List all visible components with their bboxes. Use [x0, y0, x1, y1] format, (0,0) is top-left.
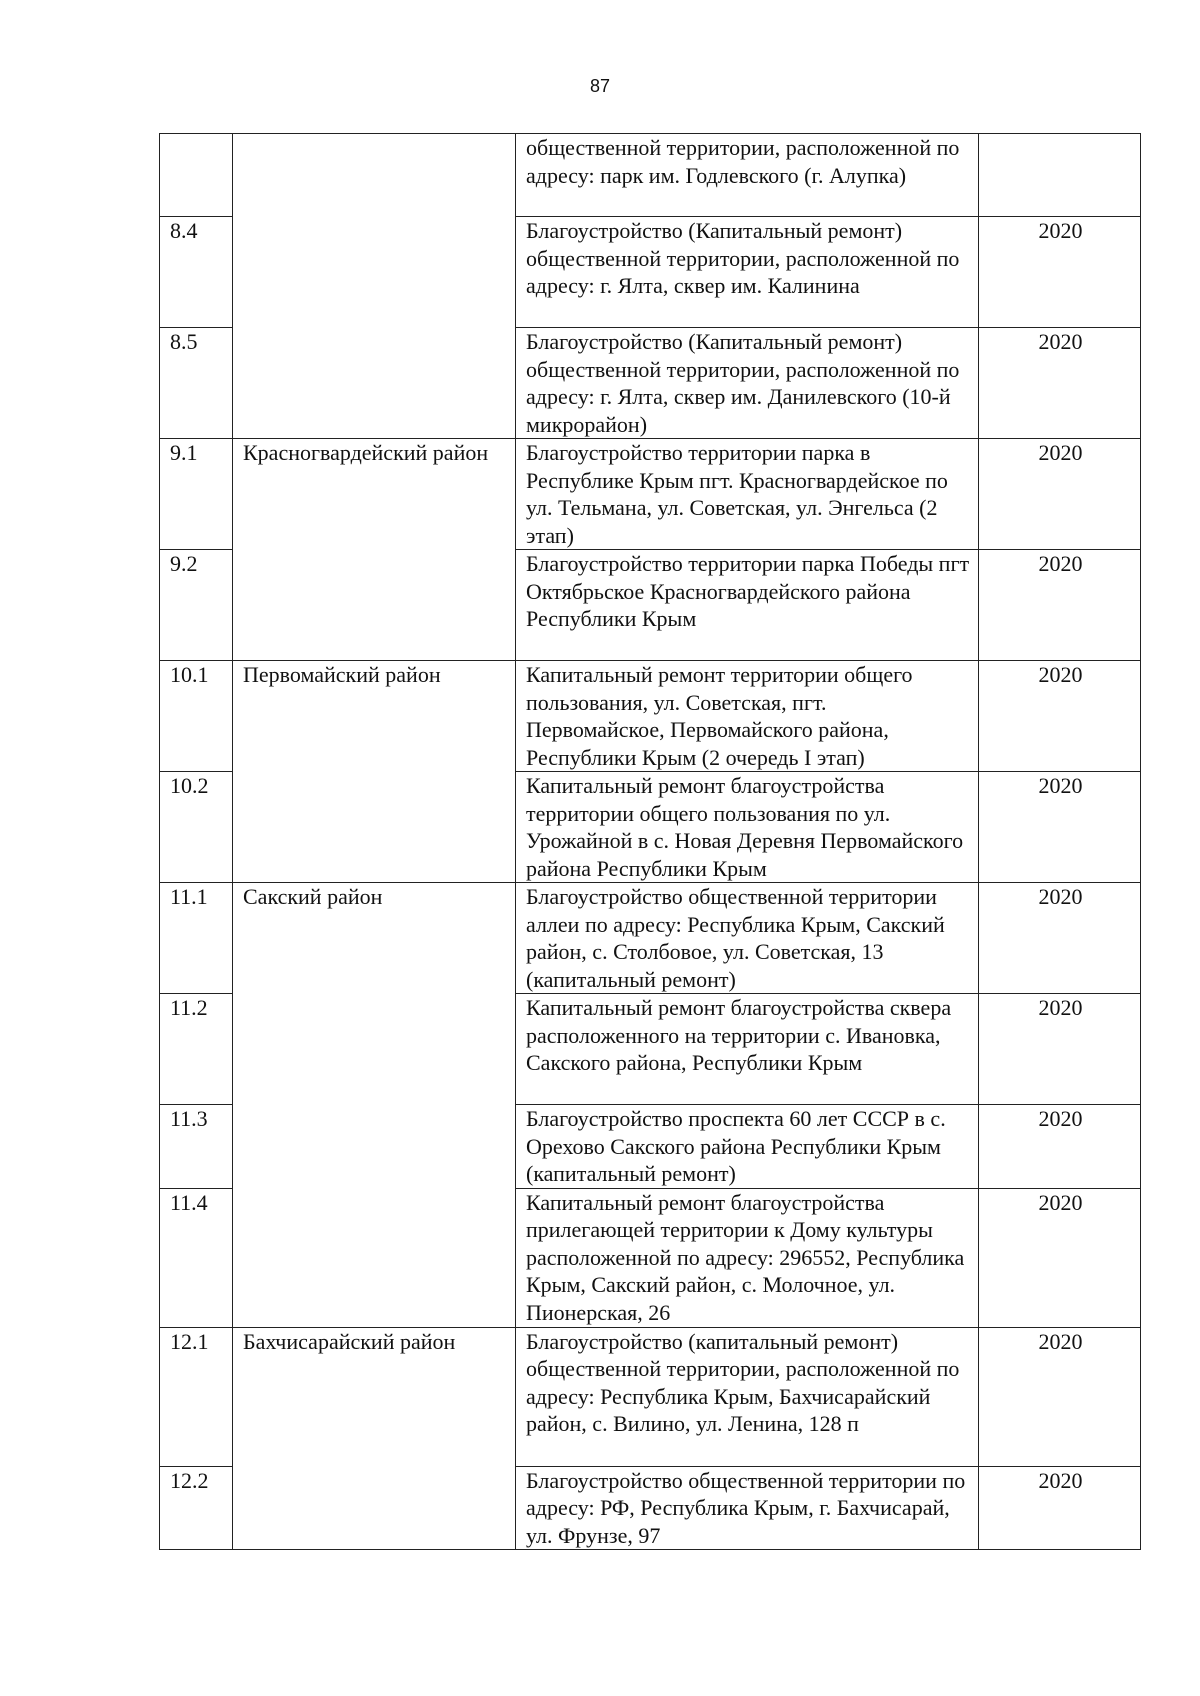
- district-cell: Бахчисарайский район: [233, 1327, 516, 1550]
- project-year: 2020: [979, 217, 1141, 328]
- project-year: [979, 134, 1141, 217]
- row-number: [160, 134, 233, 217]
- project-year: 2020: [979, 1327, 1141, 1466]
- project-year: 2020: [979, 772, 1141, 883]
- row-number: 8.5: [160, 328, 233, 439]
- row-number: 12.2: [160, 1466, 233, 1550]
- project-description: Благоустройство общественной территории аллеи по адресу: Республика Крым, Сакский район, с. Столбовое, ул. Советская, 13 (капитальный ремонт): [516, 883, 979, 994]
- projects-table: [159, 133, 1141, 1550]
- district-cell: Сакский район: [233, 883, 516, 1328]
- table-row: [160, 134, 1141, 217]
- project-year: 2020: [979, 439, 1141, 550]
- row-number: 10.2: [160, 772, 233, 883]
- project-year: 2020: [979, 994, 1141, 1105]
- project-year: 2020: [979, 328, 1141, 439]
- row-number: 11.1: [160, 883, 233, 994]
- table-row: [160, 661, 1141, 772]
- row-number: 10.1: [160, 661, 233, 772]
- row-number: 9.2: [160, 550, 233, 661]
- project-description: Капитальный ремонт благоустройства прилегающей территории к Дому культуры расположенной по адресу: 296552, Республика Крым, Сакский район, с. Молочное, ул. Пионерская, 26: [516, 1188, 979, 1327]
- project-year: 2020: [979, 883, 1141, 994]
- row-number: 11.3: [160, 1105, 233, 1189]
- table-row: [160, 883, 1141, 994]
- project-year: 2020: [979, 1188, 1141, 1327]
- table-row: [160, 439, 1141, 550]
- project-description: Благоустройство проспекта 60 лет СССР в с. Орехово Сакского района Республики Крым (капитальный ремонт): [516, 1105, 979, 1189]
- project-year: 2020: [979, 1466, 1141, 1550]
- row-number: 11.2: [160, 994, 233, 1105]
- project-year: 2020: [979, 1105, 1141, 1189]
- row-number: 8.4: [160, 217, 233, 328]
- project-description: Благоустройство общественной территории по адресу: РФ, Республика Крым, г. Бахчисарай, ул. Фрунзе, 97: [516, 1466, 979, 1550]
- project-description: Благоустройство территории парка в Республике Крым пгт. Красногвардейское по ул. Тельмана, ул. Советская, ул. Энгельса (2 этап): [516, 439, 979, 550]
- page-number: 87: [589, 76, 611, 96]
- row-number: 9.1: [160, 439, 233, 550]
- district-cell: [233, 134, 516, 439]
- project-description: Капитальный ремонт территории общего пользования, ул. Советская, пгт. Первомайское, Первомайского района, Республики Крым (2 очередь I этап): [516, 661, 979, 772]
- project-description: Благоустройство территории парка Победы пгт Октябрьское Красногвардейского района Республики Крым: [516, 550, 979, 661]
- project-description: Благоустройство (Капитальный ремонт) общественной территории, расположенной по адресу: г. Ялта, сквер им. Данилевского (10-й микрорайон): [516, 328, 979, 439]
- project-description: Капитальный ремонт благоустройства территории общего пользования по ул. Урожайной в с. Новая Деревня Первомайского района Республики Крым: [516, 772, 979, 883]
- project-year: 2020: [979, 550, 1141, 661]
- district-cell: Красногвардейский район: [233, 439, 516, 661]
- project-description: общественной территории, расположенной по адресу: парк им. Годлевского (г. Алупка): [516, 134, 979, 217]
- project-year: 2020: [979, 661, 1141, 772]
- row-number: 12.1: [160, 1327, 233, 1466]
- row-number: 11.4: [160, 1188, 233, 1327]
- project-description: Благоустройство (капитальный ремонт) общественной территории, расположенной по адресу: Республика Крым, Бахчисарайский район, с. Вилино, ул. Ленина, 128 п: [516, 1327, 979, 1466]
- district-cell: Первомайский район: [233, 661, 516, 883]
- project-description: Капитальный ремонт благоустройства сквера расположенного на территории с. Ивановка, Сакского района, Республики Крым: [516, 994, 979, 1105]
- project-description: Благоустройство (Капитальный ремонт) общественной территории, расположенной по адресу: г. Ялта, сквер им. Калинина: [516, 217, 979, 328]
- table-row: [160, 1327, 1141, 1466]
